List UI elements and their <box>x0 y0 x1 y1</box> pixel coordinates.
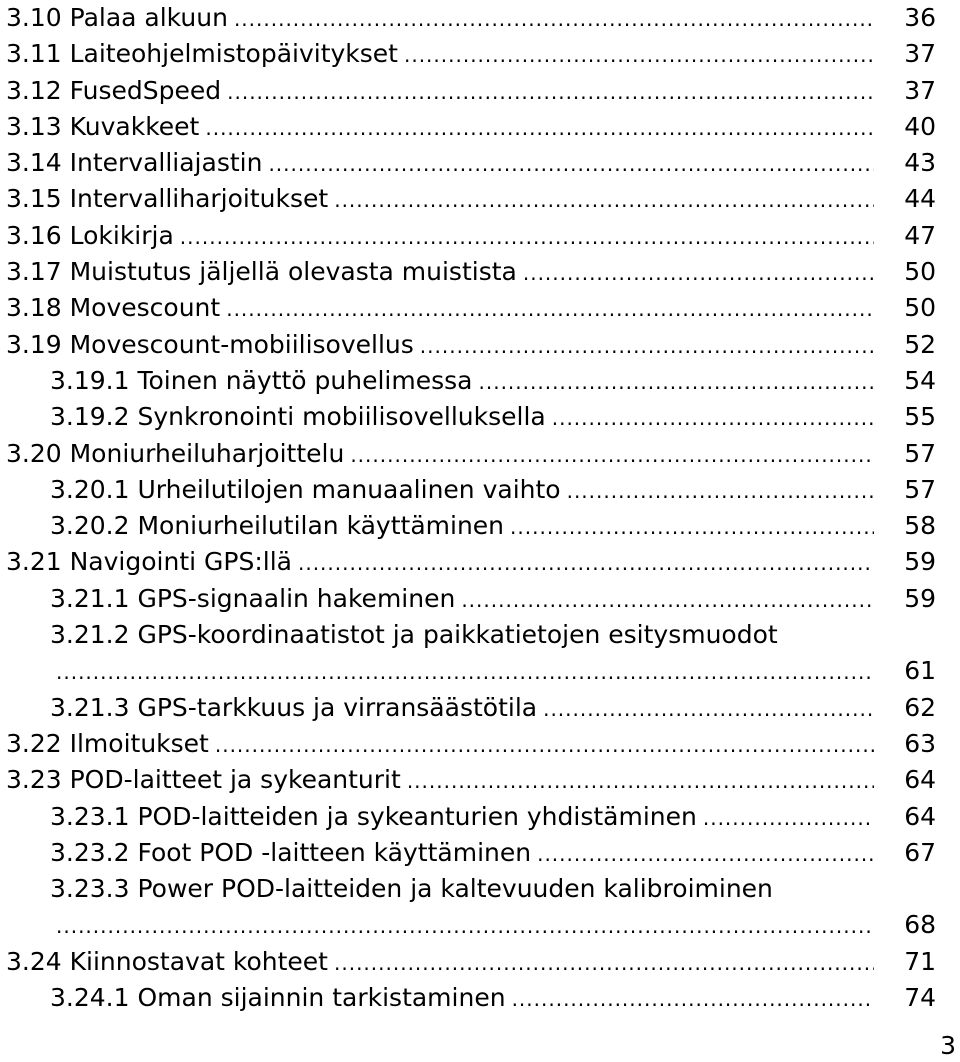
toc-entry-page: 61 <box>904 656 936 686</box>
toc-entry[interactable] <box>6 544 936 580</box>
page-number: 3 <box>940 1031 956 1060</box>
toc-entry[interactable] <box>6 472 936 508</box>
toc-entry[interactable] <box>6 653 936 689</box>
toc-entry-title: 3.20.2 Moniurheilutilan käyttäminen <box>50 511 505 541</box>
toc-entry-page: 64 <box>904 801 936 831</box>
dot-leader <box>523 255 874 291</box>
toc-entry-page: 64 <box>904 765 936 795</box>
dot-leader <box>512 981 874 1017</box>
toc-entry-title: 3.14 Intervalliajastin <box>6 148 263 178</box>
table-of-contents <box>6 0 936 1016</box>
toc-entry-title: 3.23 POD-laitteet ja sykeanturit <box>6 765 401 795</box>
dot-leader <box>234 1 874 37</box>
dot-leader <box>510 509 874 545</box>
toc-entry[interactable] <box>6 218 936 254</box>
toc-entry-page: 57 <box>904 438 936 468</box>
dot-leader <box>268 146 874 182</box>
dot-leader <box>552 400 874 436</box>
dot-leader <box>298 545 874 581</box>
dot-leader <box>56 654 874 690</box>
toc-entry-page: 58 <box>904 511 936 541</box>
toc-entry[interactable] <box>6 907 936 943</box>
toc-entry[interactable] <box>6 181 936 217</box>
toc-entry-title: 3.24.1 Oman sijainnin tarkistaminen <box>50 983 506 1013</box>
toc-entry-title: 3.11 Laiteohjelmistopäivitykset <box>6 39 398 69</box>
dot-leader <box>334 182 874 218</box>
toc-entry-title: 3.21 Navigointi GPS:llä <box>6 547 292 577</box>
toc-entry-page: 54 <box>904 365 936 395</box>
toc-entry-page: 50 <box>904 293 936 323</box>
toc-entry-page: 63 <box>904 728 936 758</box>
toc-entry-title: 3.18 Movescount <box>6 293 221 323</box>
toc-entry-page: 74 <box>904 983 936 1013</box>
toc-entry[interactable] <box>6 726 936 762</box>
toc-entry-page: 47 <box>904 220 936 250</box>
toc-entry-title: 3.12 FusedSpeed <box>6 75 222 105</box>
toc-entry-title: 3.21.3 GPS-tarkkuus ja virransäästötila <box>50 692 538 722</box>
toc-entry-page: 59 <box>904 547 936 577</box>
dot-leader <box>227 74 874 110</box>
toc-entry[interactable] <box>6 436 936 472</box>
dot-leader <box>479 364 875 400</box>
toc-entry-page: 55 <box>904 402 936 432</box>
toc-entry[interactable] <box>6 73 936 109</box>
toc-entry-page: 37 <box>904 39 936 69</box>
toc-entry[interactable] <box>6 617 936 653</box>
toc-entry-title: 3.15 Intervalliharjoitukset <box>6 184 329 214</box>
toc-entry-title: 3.19.2 Synkronointi mobiilisovelluksella <box>50 402 546 432</box>
toc-entry-page: 37 <box>904 75 936 105</box>
toc-entry[interactable] <box>6 581 936 617</box>
toc-entry[interactable] <box>6 944 936 980</box>
toc-entry-title: 3.22 Ilmoitukset <box>6 728 209 758</box>
toc-entry-page: 62 <box>904 692 936 722</box>
dot-leader <box>537 836 874 872</box>
toc-entry-title: 3.23.1 POD-laitteiden ja sykeanturien yhdistäminen <box>50 801 697 831</box>
dot-leader <box>226 291 874 327</box>
toc-entry-page: 43 <box>904 148 936 178</box>
toc-entry[interactable] <box>6 799 936 835</box>
dot-leader <box>543 691 874 727</box>
dot-leader <box>703 800 874 836</box>
toc-entry[interactable] <box>6 109 936 145</box>
toc-entry-page: 59 <box>904 583 936 613</box>
toc-entry-title: 3.13 Kuvakkeet <box>6 111 200 141</box>
dot-leader <box>215 727 874 763</box>
toc-entry[interactable] <box>6 508 936 544</box>
toc-entry[interactable] <box>6 0 936 36</box>
toc-entry-page: 50 <box>904 257 936 287</box>
dot-leader <box>407 763 874 799</box>
dot-leader <box>567 473 874 509</box>
dot-leader <box>205 110 874 146</box>
toc-entry-page: 40 <box>904 111 936 141</box>
toc-entry[interactable] <box>6 871 936 907</box>
toc-entry-page: 36 <box>904 3 936 32</box>
toc-entry[interactable] <box>6 290 936 326</box>
dot-leader <box>404 37 874 73</box>
dot-leader <box>420 328 874 364</box>
toc-entry-page: 52 <box>904 329 936 359</box>
toc-entry-page: 68 <box>904 910 936 940</box>
toc-entry[interactable] <box>6 690 936 726</box>
toc-entry-title: 3.24 Kiinnostavat kohteet <box>6 946 328 976</box>
dot-leader <box>350 437 874 473</box>
toc-entry-title: 3.20 Moniurheiluharjoittelu <box>6 438 345 468</box>
toc-entry-title: 3.21.1 GPS-signaalin hakeminen <box>50 583 456 613</box>
toc-entry[interactable] <box>6 327 936 363</box>
toc-entry[interactable] <box>6 145 936 181</box>
toc-entry-page: 67 <box>904 837 936 867</box>
toc-entry[interactable] <box>6 762 936 798</box>
dot-leader <box>461 582 874 618</box>
toc-entry-title: 3.21.2 GPS-koordinaatistot ja paikkatietojen esitysmuodot <box>50 620 778 650</box>
dot-leader <box>56 908 874 944</box>
toc-entry-title: 3.23.2 Foot POD -laitteen käyttäminen <box>50 837 532 867</box>
toc-entry-title: 3.19.1 Toinen näyttö puhelimessa <box>50 365 473 395</box>
toc-entry-title: 3.20.1 Urheilutilojen manuaalinen vaihto <box>50 474 561 504</box>
toc-entry[interactable] <box>6 399 936 435</box>
toc-entry-title: 3.19 Movescount-mobiilisovellus <box>6 329 414 359</box>
toc-entry[interactable] <box>6 980 936 1016</box>
toc-entry-title: 3.23.3 Power POD-laitteiden ja kaltevuuden kalibroiminen <box>50 874 773 904</box>
dot-leader <box>334 945 874 981</box>
toc-entry[interactable] <box>6 36 936 72</box>
toc-entry-page: 71 <box>904 946 936 976</box>
toc-entry-page: 57 <box>904 474 936 504</box>
toc-entry-title: 3.10 Palaa alkuun <box>6 3 228 32</box>
toc-entry-page: 44 <box>904 184 936 214</box>
toc-entry-title: 3.16 Lokikirja <box>6 220 174 250</box>
toc-entry-title: 3.17 Muistutus jäljellä olevasta muistista <box>6 257 517 287</box>
toc-entry[interactable] <box>6 835 936 871</box>
toc-entry[interactable] <box>6 254 936 290</box>
toc-entry[interactable] <box>6 363 936 399</box>
dot-leader <box>180 219 874 255</box>
